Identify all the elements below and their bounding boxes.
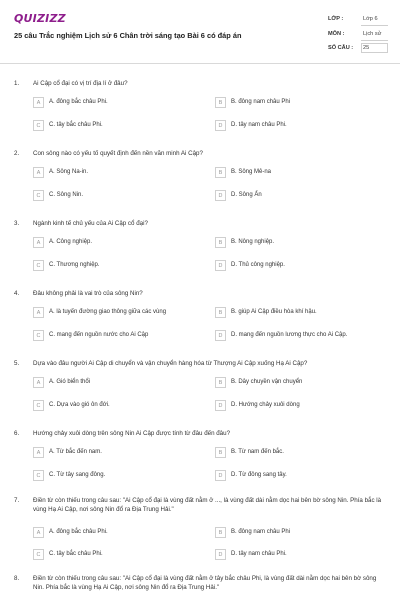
question-stem: Hướng chảy xuôi dòng trên sông Nin Ai Cập được tính từ đâu đến đâu?	[33, 430, 231, 437]
option-text: D. Thủ công nghiệp.	[231, 262, 285, 268]
option-text: C. Sông Nin.	[49, 192, 84, 198]
option-letter: A	[33, 447, 44, 458]
option-letter: C	[33, 260, 44, 271]
option-letter: C	[33, 120, 44, 131]
question-number: 5.	[14, 360, 20, 367]
option-text: D. Từ đông sang tây.	[231, 472, 287, 478]
option-letter: D	[215, 190, 226, 201]
option-text: B. Từ nam đến bắc.	[231, 449, 284, 455]
option-letter: C	[33, 330, 44, 341]
question-number: 3.	[14, 220, 20, 227]
question-number: 1.	[14, 80, 20, 87]
option-letter: B	[215, 237, 226, 248]
option-text: C. Từ tây sang đông.	[49, 472, 106, 478]
worksheet-header	[0, 0, 400, 64]
option-letter: A	[33, 377, 44, 388]
option-text: C. tây bắc châu Phi.	[49, 551, 103, 557]
option-text: A. Từ bắc đến nam.	[49, 449, 102, 455]
question-number: 7.	[14, 497, 20, 504]
question-number: 2.	[14, 150, 20, 157]
option-text: D. tây nam châu Phi.	[231, 551, 287, 557]
option-letter: C	[33, 470, 44, 481]
option-text: B. Sông Mê-na	[231, 169, 272, 175]
option-text: C. tây bắc châu Phi.	[49, 122, 103, 128]
option-text: A. Sông Na-in.	[49, 169, 89, 175]
quizizz-logo: QUIZIZZ	[14, 12, 66, 25]
option-text: C. mang đến nguồn nước cho Ai Cập	[49, 332, 149, 338]
question-stem: Dựa vào đâu người Ai Cập di chuyển và vận chuyển hàng hóa từ Thượng Ai Cập xuống Hạ Ai Cập?	[33, 360, 308, 367]
count-label: SỐ CÂU :	[328, 45, 354, 51]
option-text: B. đông nam châu Phi	[231, 529, 291, 535]
option-letter: D	[215, 330, 226, 341]
option-text: C. Thương nghiệp.	[49, 262, 100, 268]
option-text: D. tây nam châu Phi.	[231, 122, 287, 128]
option-text: A. Gió biển thổi	[49, 379, 91, 385]
option-letter: A	[33, 167, 44, 178]
option-letter: A	[33, 237, 44, 248]
option-text: C. Dựa vào gió ôn đới.	[49, 402, 110, 408]
question-number: 4.	[14, 290, 20, 297]
option-letter: B	[215, 167, 226, 178]
option-letter: D	[215, 549, 226, 560]
option-text: D. Hướng chảy xuôi dòng	[231, 402, 300, 408]
option-text: B. giúp Ai Cập điều hòa khí hậu.	[231, 309, 317, 315]
option-text: B. Nông nghiệp.	[231, 239, 275, 245]
option-letter: B	[215, 377, 226, 388]
option-letter: C	[33, 400, 44, 411]
option-text: D. mang đến nguồn lương thực cho Ai Cập.	[231, 332, 348, 338]
option-text: D. Sông Ấn	[231, 192, 262, 198]
option-text: B. đông nam châu Phi	[231, 99, 291, 105]
option-letter: D	[215, 400, 226, 411]
class-underline	[361, 25, 388, 26]
option-letter: B	[215, 447, 226, 458]
question-number: 8.	[14, 575, 20, 582]
option-letter: B	[215, 527, 226, 538]
page-title: 25 câu Trắc nghiệm Lịch sử 6 Chân trời sáng tạo Bài 6 có đáp án	[14, 31, 242, 40]
question-stem: Ngành kinh tế chủ yếu của Ai Cập cổ đại?	[33, 220, 148, 227]
question-number: 6.	[14, 430, 20, 437]
class-label: LỚP :	[328, 16, 344, 22]
option-letter: B	[215, 97, 226, 108]
question-stem: Ai Cập cổ đại có vị trí địa lí ở đâu?	[33, 80, 128, 87]
option-text: A. đông bắc châu Phi.	[49, 99, 108, 105]
subject-underline	[361, 40, 388, 41]
option-letter: C	[33, 190, 44, 201]
option-letter: C	[33, 549, 44, 560]
question-stem: Điền từ còn thiếu trong câu sau: "Ai Cập cổ đại là vùng đất nằm ở ..., là vùng đất dài nằm dọc hai bên bờ sông Nin. Phía bắc là vùng Hạ Ai Cập, nơi sông Nin đổ ra Địa Trung Hải."	[33, 497, 382, 513]
option-letter: A	[33, 527, 44, 538]
question-stem: Đâu không phải là vai trò của sông Nin?	[33, 290, 143, 297]
option-text: A. Công nghiệp.	[49, 239, 93, 245]
option-letter: D	[215, 470, 226, 481]
subject-value: Lịch sử	[363, 31, 382, 37]
option-text: A. là tuyến đường giao thông giữa các vùng	[49, 309, 167, 315]
subject-label: MÔN :	[328, 31, 345, 37]
question-stem: Con sông nào có yếu tố quyết định đến nền văn minh Ai Cập?	[33, 150, 203, 157]
option-text: B. Dây chuyền vận chuyển	[231, 379, 303, 385]
option-letter: A	[33, 307, 44, 318]
count-value: 25	[363, 45, 370, 51]
option-text: A. đông bắc châu Phi.	[49, 529, 108, 535]
class-value: Lớp 6	[363, 16, 378, 22]
option-letter: D	[215, 260, 226, 271]
option-letter: D	[215, 120, 226, 131]
question-stem: Điền từ còn thiếu trong câu sau: "Ai Cập cổ đại là vùng đất nằm ở tây bắc châu Phi, là vùng đất dài nằm dọc hai bên bờ sông Nin. Phía bắc là vùng Hạ Ai Cập, nơi sông Nin đổ ra Địa Trung Hải."	[33, 575, 377, 591]
option-letter: A	[33, 97, 44, 108]
option-letter: B	[215, 307, 226, 318]
